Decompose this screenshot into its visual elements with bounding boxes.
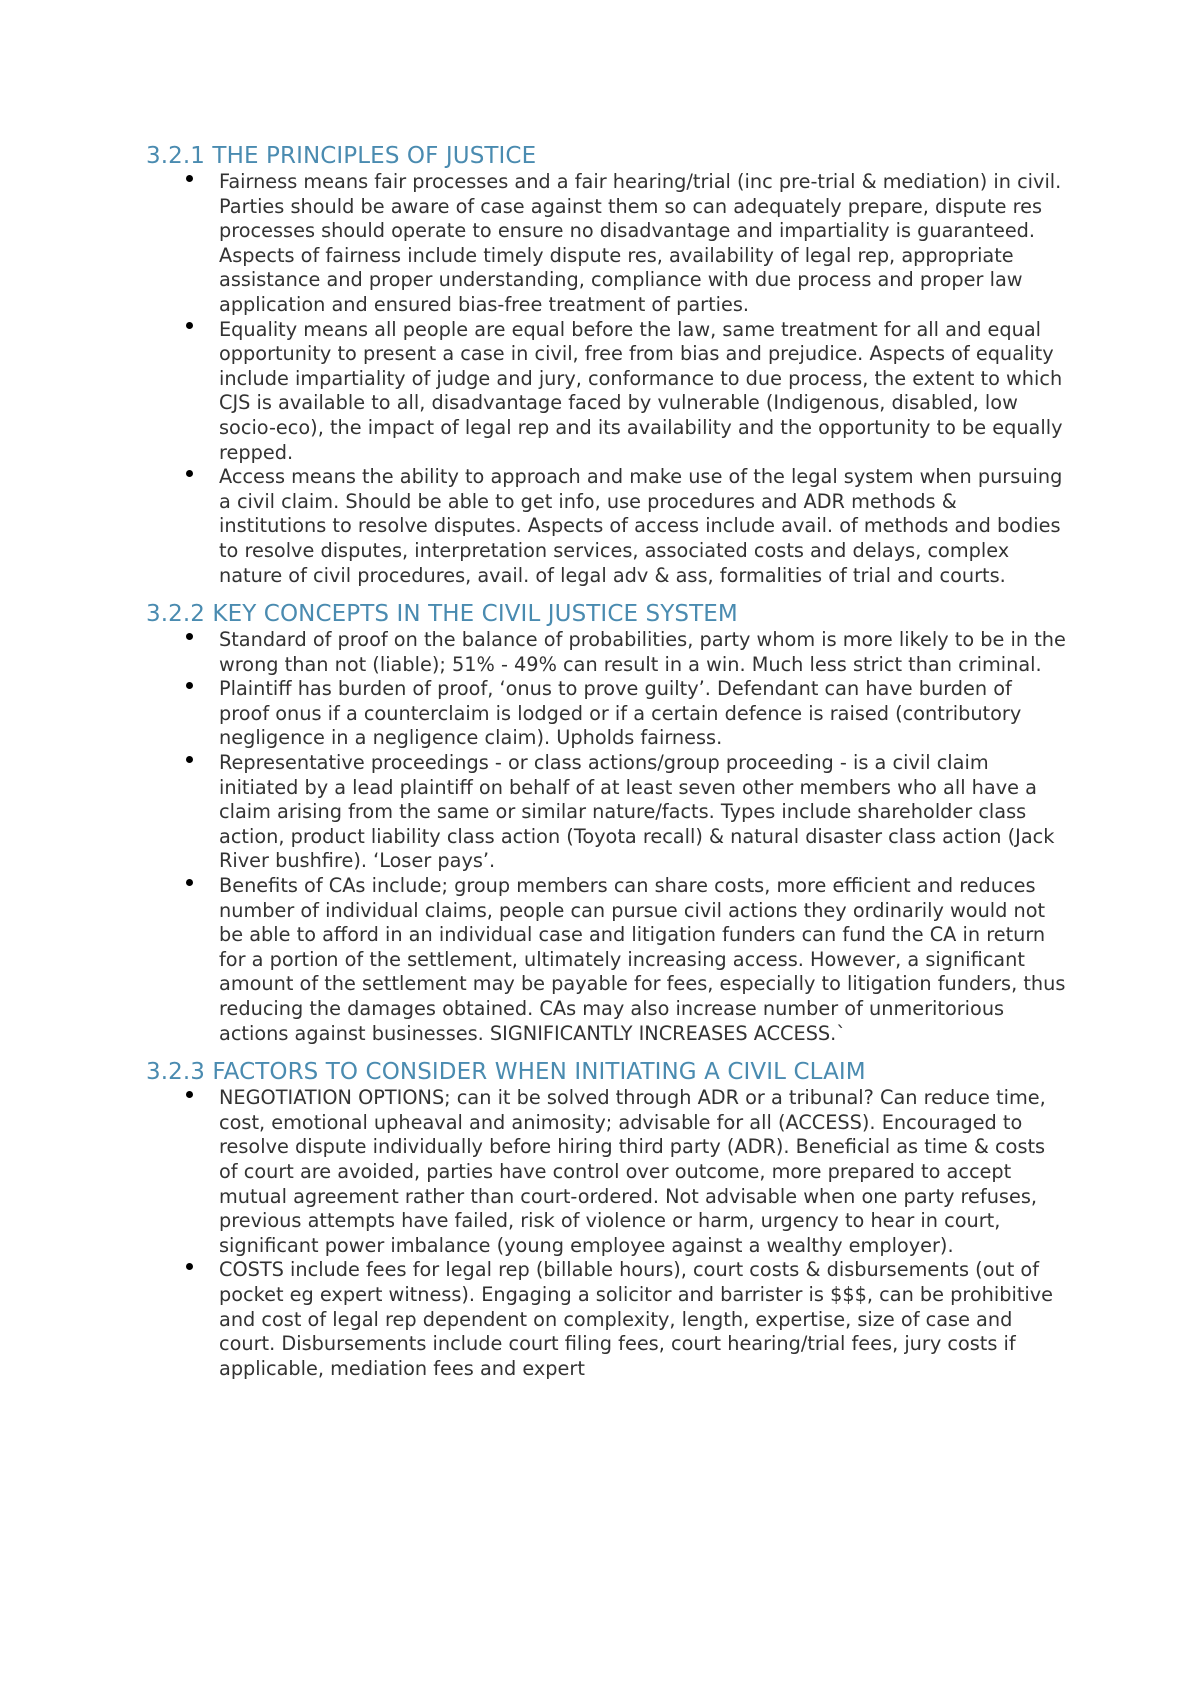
bullet-text: Benefits of CAs include; group members can share costs, more efficient and reduces number of individual claims, people can pursue civil actions they ordinarily would not be able to afford in an individual case and litigation funders can fund the CA in return for a portion of the settlement, ultimately increasing access. However, a significant amount of the settlement may be payable for fees, especially to litigation funders, thus reducing the damages obtained. CAs may also increase number of unmeritorious actions against businesses. SIGNIFICANTLY INCREASES ACCESS.` (219, 874, 1066, 1045)
section-heading: 3.2.1 THE PRINCIPLES OF JUSTICE (146, 143, 537, 169)
bullet-icon (184, 1086, 194, 1111)
bullet-text: Plaintiff has burden of proof, ‘onus to prove guilty’. Defendant can have burden of proof onus if a counterclaim is lodged or if a certain defence is raised (contributory negligence in a negligence claim). Upholds fairness. (219, 677, 1022, 750)
bullet-text: Representative proceedings - or class actions/group proceeding - is a civil claim initiated by a lead plaintiff on behalf of at least seven other members who all have a claim arising from the same or similar nature/facts. Types include shareholder class action, product liability class action (Toyota recall) & natural disaster class action (Jack River bushfire). ‘Loser pays’. (219, 751, 1055, 873)
section-heading: 3.2.3 FACTORS TO CONSIDER WHEN INITIATING A CIVIL CLAIM (146, 1059, 866, 1086)
bullet-text: COSTS include fees for legal rep (billable hours), court costs & disbursements (out of pocket eg expert witness). Engaging a solicitor and barrister is $$$, can be prohibitive and cost of legal rep dependent on complexity, length, expertise, size of case and court. Disbursements include court filing fees, court hearing/trial fees, jury costs if applicable, mediation fees and expert (219, 1258, 1054, 1380)
list-item (146, 751, 1066, 874)
bullet-icon (184, 465, 194, 490)
list-item (146, 465, 1066, 588)
bullet-list (146, 1086, 1066, 1381)
list-item (146, 170, 1066, 318)
bullet-icon (184, 677, 194, 702)
list-item (146, 874, 1066, 1046)
section-principles-of-justice (146, 142, 1066, 588)
list-item (146, 677, 1066, 751)
list-item (146, 1086, 1066, 1258)
bullet-icon (184, 628, 194, 653)
bullet-text: NEGOTIATION OPTIONS; can it be solved through ADR or a tribunal? Can reduce time, cost, emotional upheaval and animosity; advisable for all (ACCESS). Encouraged to resolve dispute individually before hiring third party (ADR). Beneficial as time & costs of court are avoided, parties have control over outcome, more prepared to accept mutual agreement rather than court-ordered. Not advisable when one party refuses, previous attempts have failed, risk of violence or harm, urgency to hear in court, significant power imbalance (young employee against a wealthy employer). (219, 1086, 1046, 1257)
bullet-icon (184, 751, 194, 776)
bullet-icon (184, 874, 194, 899)
bullet-text: Standard of proof on the balance of probabilities, party whom is more likely to be in the wrong than not (liable); 51% - 49% can result in a win. Much less strict than criminal. (219, 628, 1066, 676)
list-item (146, 628, 1066, 677)
bullet-icon (184, 318, 194, 343)
bullet-list (146, 170, 1066, 588)
list-item (146, 1258, 1066, 1381)
bullet-text: Access means the ability to approach and make use of the legal system when pursuing a civil claim. Should be able to get info, use procedures and ADR methods & institutions to resolve disputes. Aspects of access include avail. of methods and bodies to resolve disputes, interpretation services, associated costs and delays, complex nature of civil procedures, avail. of legal adv & ass, formalities of trial and courts. (219, 465, 1063, 587)
document-body (146, 142, 1066, 1389)
bullet-list (146, 628, 1066, 1046)
list-item (146, 318, 1066, 466)
bullet-text: Fairness means fair processes and a fair hearing/trial (inc pre-trial & mediation) in civil. Parties should be aware of case against them so can adequately prepare, dispute res processes should operate to ensure no disadvantage and impartiality is guaranteed. Aspects of fairness include timely dispute res, availability of legal rep, appropriate assistance and proper understanding, compliance with due process and proper law application and ensured bias-free treatment of parties. (219, 170, 1062, 316)
section-heading: 3.2.2 KEY CONCEPTS IN THE CIVIL JUSTICE SYSTEM (146, 601, 738, 628)
bullet-icon (184, 170, 194, 195)
bullet-icon (184, 1258, 194, 1283)
section-factors-initiating-claim (146, 1058, 1066, 1381)
section-key-concepts (146, 600, 1066, 1046)
bullet-text: Equality means all people are equal before the law, same treatment for all and equal opportunity to present a case in civil, free from bias and prejudice. Aspects of equality include impartiality of judge and jury, conformance to due process, the extent to which CJS is available to all, disadvantage faced by vulnerable (Indigenous, disabled, low socio-eco), the impact of legal rep and its availability and the opportunity to be equally repped. (219, 317, 1063, 464)
